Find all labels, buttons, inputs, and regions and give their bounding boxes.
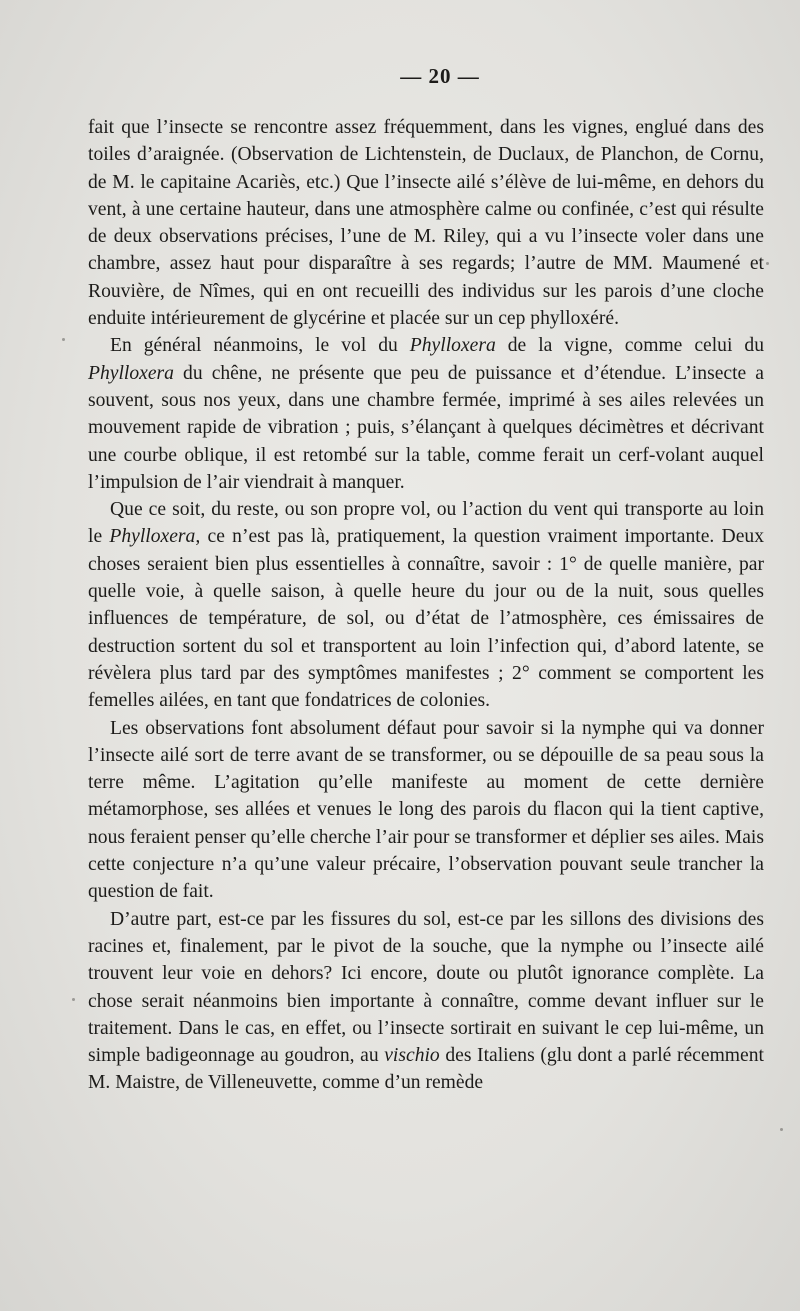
italic-term: vischio xyxy=(384,1045,440,1067)
paper-speck xyxy=(72,998,75,1001)
text-run: Les observations font absolument défaut pour savoir si la nymphe qui va donner l’insecte ailé sort de terre avant de se transformer, ou se dépouille de sa peau sous la terre même. L’agitation qu’elle manifeste au moment de cette dernière métamorphose, ses allées et venues le long des parois du flacon qui la tient captive, nous feraient penser qu’elle cherche l’air pour se transformer et déplier ses ailes. Mais cette conjecture n’a qu’une valeur précaire, l’observation pouvant seule trancher la question de fait. xyxy=(88,717,764,903)
text-run: En général néanmoins, le vol du xyxy=(110,335,410,357)
paragraph-5 xyxy=(88,906,764,1097)
paragraph-1 xyxy=(88,114,764,332)
paper-speck xyxy=(766,262,769,265)
paragraph-4 xyxy=(88,715,764,906)
text-run: du chêne, ne présente que peu de puissance et d’étendue. L’insecte a souvent, sous nos yeux, dans une chambre fermée, imprimé à ses ailes relevées un mouvement rapide de vibration ; puis, s’élançant à quelques décimètres et décrivant une courbe oblique, il est retombé sur la table, comme ferait un cerf-volant auquel l’impulsion de l’air viendrait à manquer. xyxy=(88,362,764,493)
text-run: D’autre part, est-ce par les fissures du sol, est-ce par les sillons des divisions des racines et, finalement, par le pivot de la souche, que la nymphe ou l’insecte ailé trouvent leur voie en dehors? Ici encore, doute ou plutôt ignorance complète. La chose serait néanmoins bien importante à connaître, comme devant influer sur le traitement. Dans le cas, en effet, ou l’insecte sortirait en suivant le cep lui-même, un simple badigeonnage au goudron, au xyxy=(88,908,764,1067)
italic-term: Phylloxera, xyxy=(109,526,201,548)
italic-term: Phylloxera xyxy=(409,335,496,357)
paper-speck xyxy=(62,338,65,341)
text-run: Que ce soit, du reste, ou son propre vol, ou l’action du vent qui transporte au loin le xyxy=(88,499,764,548)
body-text xyxy=(88,114,764,1097)
paragraph-2 xyxy=(88,332,764,496)
italic-term: Phylloxera xyxy=(88,362,174,384)
text-run: de la vigne, comme celui du xyxy=(495,335,764,357)
text-run: fait que l’insecte se rencontre assez fréquemment, dans les vignes, englué dans des toiles d’araignée. (Observation de Lichtenstein, de Duclaux, de Planchon, de Cornu, de M. le capitaine Acariès, etc.) Que l’insecte ailé s’élève de lui-même, en dehors du vent, à une certaine hauteur, dans une atmosphère calme ou confinée, c’est qui résulte de deux observations précises, l’une de M. Riley, qui a vu l’insecte voler dans une chambre, assez haut pour disparaître à ses regards; l’autre de MM. Maumené et Rouvière, de Nîmes, qui en ont recueilli des individus sur les parois d’une cloche enduite intérieurement de glycérine et placée sur un cep phylloxéré. xyxy=(88,117,764,330)
paper-speck xyxy=(780,1128,783,1131)
paragraph-3 xyxy=(88,496,764,714)
text-run: ce n’est pas là, pratiquement, la question vraiment importante. Deux choses seraient bien plus essentielles à connaître, savoir : 1° de quelle manière, par quelle voie, à quelle saison, à quelle heure du jour ou de la nuit, sous quelles influences de température, de sol, ou d’état de l’atmosphère, ces émissaires de destruction sortent du sol et transportent au loin l’infection qui, d’abord latente, se révèlera plus tard par des symptômes manifestes ; 2° comment se comportent les femelles ailées, en tant que fondatrices de colonies. xyxy=(88,526,764,712)
text-run: des Italiens (glu dont a parlé récemment M. Maistre, de Villeneuvette, comme d’un remède xyxy=(88,1045,764,1094)
page-number: — 20 — xyxy=(400,64,480,88)
